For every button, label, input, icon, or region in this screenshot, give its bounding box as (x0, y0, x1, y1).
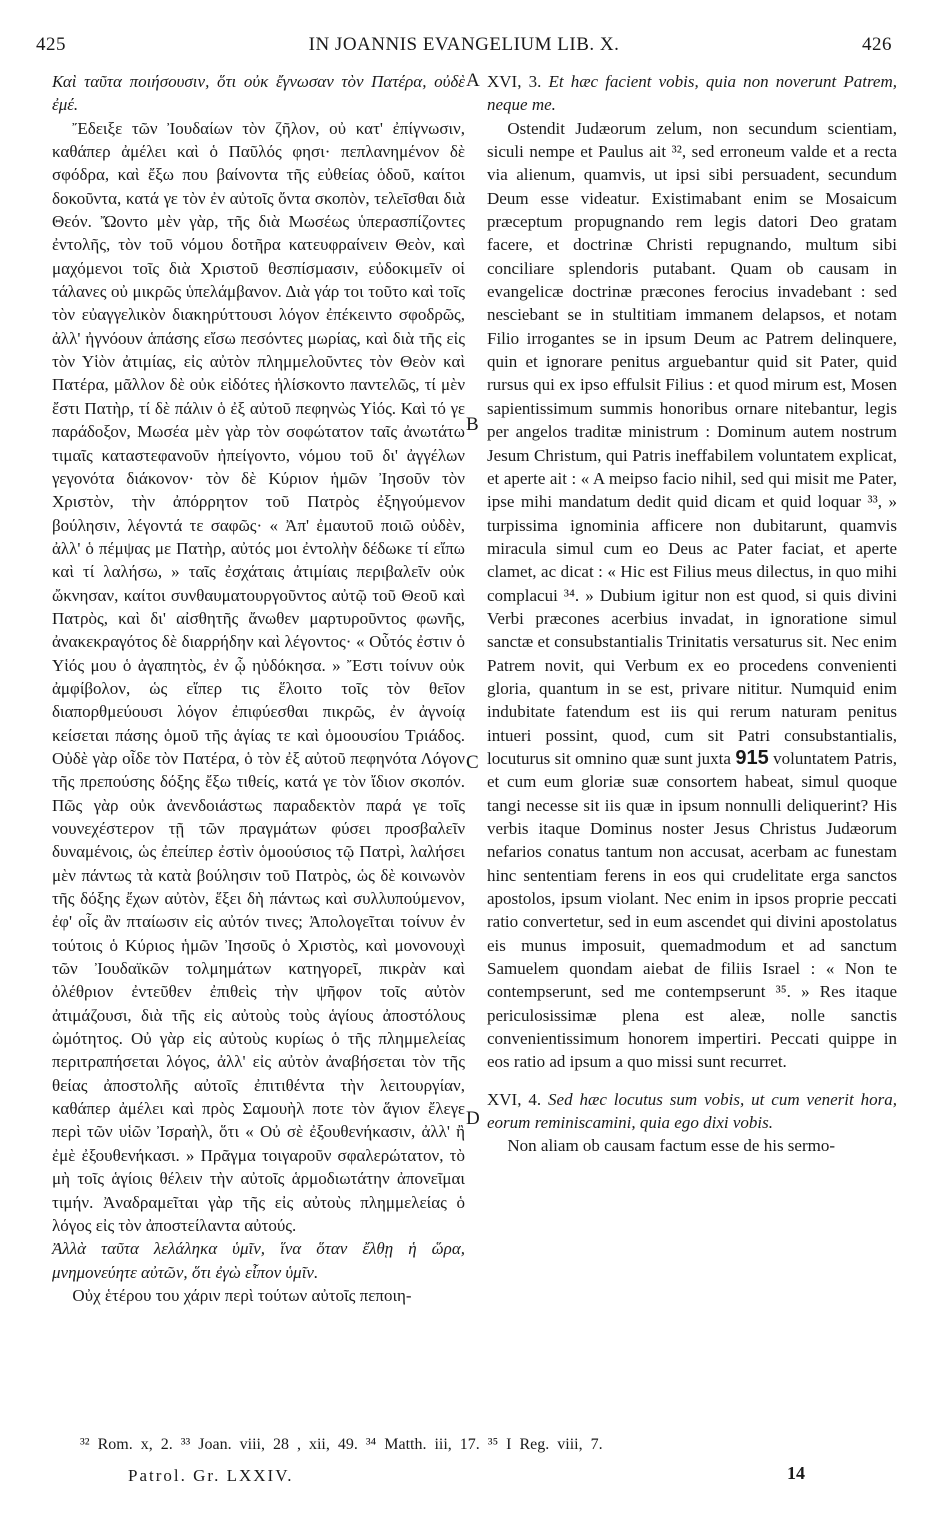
latin-lemma-2-text: Sed hæc locutus sum vobis, ut cum venerit hora, eorum reminiscamini, quia ego dixi vobis. (487, 1089, 897, 1133)
signature-mark: 14 (787, 1463, 805, 1483)
greek-lemma-1: Καὶ ταῦτα ποιήσουσιν, ὅτι οὐκ ἔγνωσαν τὸν Πατέρα, οὐδὲ ἐμέ. (52, 72, 465, 115)
page-number-right: 426 (862, 34, 892, 55)
margin-marker-b: B (466, 414, 479, 435)
running-title: IN JOANNIS EVANGELIUM LIB. X. (308, 34, 620, 55)
latin-commentary-1 (487, 117, 897, 1074)
greek-lemma-2: Ἀλλὰ ταῦτα λελάληκα ὑμῖν, ἵνα ὅταν ἔλθῃ ἡ ὥρα, μνημονεύητε αὐτῶν, ὅτι ἐγὼ εἶπον ὑμῖν. (52, 1239, 465, 1282)
latin-lemma-2 (487, 1088, 897, 1135)
latin-lemma-2-ref: XVI, 4. (487, 1089, 542, 1109)
latin-lemma-1-ref: XVI, 3. (487, 72, 542, 91)
column-number: 915 (735, 746, 769, 769)
greek-commentary-2: Οὐχ ἑτέρου του χάριν περὶ τούτων αὐτοῖς πεποιη- (72, 1285, 412, 1305)
greek-column (52, 70, 465, 1307)
latin-lemma-1-text: Et hæc facient vobis, quia non noverunt Patrem, neque me. (487, 72, 897, 115)
latin-commentary-1a: Ostendit Judæorum zelum, non secundum scientiam, siculi nempe et Paulus ait ³², sed erroneum valde et a recta via alienum, quamvis, ut ipsi sibi persuadent, secundum Deum esse videatur. Existimabant enim se Mosaicum præceptum propugnando rem legis datori Deo gratam facere, et doctrinæ Christi repugnando, multum sibi conciliare splendoris putabant. Quam ob causam in evangelicæ doctrinæ præcones ferocius invadebant : sed nesciebant se in stultitiam immanem delapsos, et notam Filio irrogantes se in ipsum Deum ac Patrem delinquere, quin et ignorare penitus arguebantur quid sit Pater, quid rursus qui ex ipso effulsit Filius : et quod mirum est, Mosen sapientissimum summis honoribus ornare nitebantur, legis per angelos traditæ ministrum : Dominum autem nostrum Jesum Christum, qui Patris ineffabilem voluntatem explicat, et aperte ait : « A meipso facio nihil, sed qui misit me Pater, ipse mihi mandatum dedit quid dicam et quid loquar ³³, » turpissima ignominia afficere non dubitarunt, quamvis miracula simul cum eo Deus ac Pater faciat, et aperte clamet, ac dicat : « Hic est Filius meus dilectus, in quo mihi complacui ³⁴. » Dubium igitur non est quod, si quis divini Verbi præcones acerbius invadat, in ignoratione simul sanctæ et consubstantialis Trinitatis versaturus sit. Nec enim Patrem novit, qui Verbum ex eo procedens convenienti gloria, quantum in se est, privare nititur. Numquid enim indubitate fatendum est iis qui rerum naturam penitus intueri possint, quod, cum sit Patri consubstantialis, locuturus sit omnino quæ sunt juxta (487, 118, 897, 768)
latin-column (487, 70, 897, 1158)
footnotes: ³² Rom. x, 2. ³³ Joan. viii, 28 , xii, 49. ³⁴ Matth. iii, 17. ³⁵ I Reg. viii, 7. (80, 1436, 603, 1453)
latin-commentary-1b: voluntatem Patris, et cum eum gloriæ suæ consortem habeat, simul quoque tangi necesse sit iis quæ in ipsum nonnulli deliquerint? His verbis itaque Dominus noster Jesus Christus Judæorum nefarios conatus tantum non accusat, acerbam ac funestam hinc sententiam ferens in eos qui crudelitate erga sanctos apostolos, ipsum violant. Nec enim in ipsos proprie peccati ratio convertetur, sed in eum ascendet qui divini apostolatus eis munus imposuit, quemadmodum et ad sanctum Samuelem quondam aiebat de filiis Israel : « Non te contempserunt, sed me contempserunt ³⁵. » Res itaque periculosissimæ plena est aleæ, nolle sanctis convenientissimum honorem impertiri. Peccati quippe in eos ratio ad ipsum a quo missi sunt recurret. (487, 748, 897, 1072)
margin-marker-d: D (466, 1108, 480, 1129)
latin-commentary-2: Non aliam ob causam factum esse de his sermo- (507, 1136, 836, 1156)
latin-lemma-1 (487, 70, 897, 117)
margin-marker-c: C (466, 752, 479, 773)
series-footer: Patrol. Gr. LXXIV. (128, 1466, 294, 1485)
running-header (36, 34, 892, 60)
page-number-left: 425 (36, 34, 66, 55)
margin-marker-a: A (466, 70, 480, 91)
greek-commentary-1: Ἔδειξε τῶν Ἰουδαίων τὸν ζῆλον, οὐ κατ' ἐπίγνωσιν, καθάπερ ἀμέλει καὶ ὁ Παῦλός φησι· πεπλανημένον δὲ σφόδρα, καὶ ἔξω που βαίνοντα τῆς εὐθείας ὁδοῦ, καίτοι δοκοῦντα, κατά γε τὸν ἐν αὐτοῖς ὄντα σκοπὸν, τελεῖσθαι διὰ Θεόν. Ὤοντο μὲν γὰρ, τῆς διὰ Μωσέως ὑπερασπίζοντες ἐντολῆς, τὸν τοῦ νόμου δοτῆρα κατευφραίνειν Θεὸν, καὶ μαχόμενοι τοῖς διὰ Χριστοῦ θεσπίσμασιν, εὐδοκιμεῖν οἱ τάλανες οὐ μικρῶς ὑπελάμβανον. Διὰ γάρ τοι τοῦτο καὶ τοῖς τὸν εὐαγγελικὸν διακηρύττουσι λόγον ἐπέκειντο σφοδρῶς, ἀλλ' ἠγνόουν ἁπάσης εἴσω πεσόντες μωρίας, καὶ διὰ τῆς εἰς τὸν Υἱὸν ἀτιμίας, εἰς αὐτὸν πλημμελοῦντες τὸν Θεὸν καὶ Πατέρα, μᾶλλον δὲ οὐκ εἰδότες ἡλίσκοντο παντελῶς, τί μὲν ἔστι Πατὴρ, τί δὲ πάλιν ὁ ἐξ αὐτοῦ πεφηνὼς Υἱός. Καὶ τό γε παράδοξον, Μωσέα μὲν γὰρ τὸν σοφώτατον ταῖς ἀνωτάτω τιμαῖς καταστεφανοῦν ἠπείγοντο, νόμου τοῦ δι' ἀγγέλων γεγονότα διάκονον· τὸν δὲ Κύριον ἡμῶν Ἰησοῦν τὸν Χριστὸν, τὴν ἀπόρρητον τοῦ Πατρὸς ἐξηγούμενον βούλησιν, λέγοντά τε σαφῶς· « Ἀπ' ἐμαυτοῦ ποιῶ οὐδὲν, ἀλλ' ὁ πέμψας με Πατὴρ, αὐτός μοι ἐντολὴν δέδωκε τί εἴπω καὶ τί λαλήσω, » ταῖς ἐσχάταις ἀτιμίαις περιβαλεῖν οὐκ ὤκνησαν, καίτοι συνθαυματουργοῦντος αὐτῷ τοῦ Θεοῦ καὶ Πατρὸς, καὶ δι' αἰσθητῆς ἄνωθεν μαρτυροῦντος φωνῆς, ἀνακεκραγότος δὲ διαρρήδην καὶ λέγοντος· « Οὗτός ἐστιν ὁ Υἱός μου ὁ ἀγαπητὸς, ἐν ᾧ ηὐδόκησα. » Ἔστι τοίνυν οὐκ ἀμφίβολον, ὡς εἴπερ τις ἕλοιτο τοῖς τὸν θεῖον διαπορθμεύουσι λόγον ἐπιφύεσθαι πικρῶς, ἐν ἀγνοίᾳ κείσεται πάσης ὁμοῦ τῆς ἁγίας τε καὶ ὁμοουσίου Τριάδος. Οὐδὲ γὰρ οἶδε τὸν Πατέρα, ὁ τὸν ἐξ αὐτοῦ πεφηνότα Λόγον τῆς πρεπούσης δόξης ἔξω τιθείς, κατά γε τὸν ἴδιον σκοπόν. Πῶς γὰρ οὐκ ἀνενδοιάστως παραδεκτὸν παρά γε τοῖς νουνεχέστερον τῇ τῶν πραγμάτων φύσει προσβαλεῖν δυναμένοις, ὡς ἐπείπερ ἐστὶν ὁμοούσιος τῷ Πατρὶ, λαλήσει μὲν πάντως τὰ κατὰ βούλησιν τοῦ Πατρὸς, ὡς δὲ κοινωνὸν τῆς δόξης ἔχων αὐτὸν, ἕξει δὴ πάντως καὶ συλλυπούμενον, ἐφ' οἷς ἂν πταίωσιν εἰς αὐτόν τινες; Ἀπολογεῖται τοίνυν ἐν τούτοις ὁ Κύριος ἡμῶν Ἰησοῦς ὁ Χριστὸς, καὶ μονονουχὶ τῶν Ἰουδαϊκῶν τολμημάτων κατηγορεῖ, πικρὰν καὶ ὀλέθριον ἐντεῦθεν ἐπιθεὶς τὴν ψῆφον τοῖς αὐτὸν ἀτιμάζουσι, διὰ τῆς εἰς αὐτοὺς τοὺς ἁγίους ἀποστόλους ὠμότητος. Οὐ γὰρ εἰς αὐτοὺς κυρίως ὁ τῆς πλημμελείας περιτραπήσεται λόγος, ἀλλ' εἰς αὐτὸν ἀναβήσεται τὸν τῆς θείας ἀποστολῆς αὐτοῖς ἐπιτιθέντα τὴν λειτουργίαν, καθάπερ ἀμέλει καὶ πρὸς Σαμουὴλ ποτε τὸν ἅγιον ἔλεγε περὶ τῶν υἱῶν Ἰσραὴλ, ὅτι « Οὐ σὲ ἐξουθενήκασιν, ἀλλ' ἢ ἐμὲ ἐξουθενήκασι. » Πρᾶγμα τοιγαροῦν σφαλερώτατον, τὸ μὴ τοῖς ἁγίοις θέλειν τὴν αὐτοῖς ἁρμοδιωτάτην ἀπονεῖμαι τιμήν. Ἀναδραμεῖται γὰρ τῆς εἰς αὐτοὺς πλημμελείας ὁ λόγος εἰς τὸν ἀποστείλαντα αὐτούς. (52, 118, 465, 1235)
